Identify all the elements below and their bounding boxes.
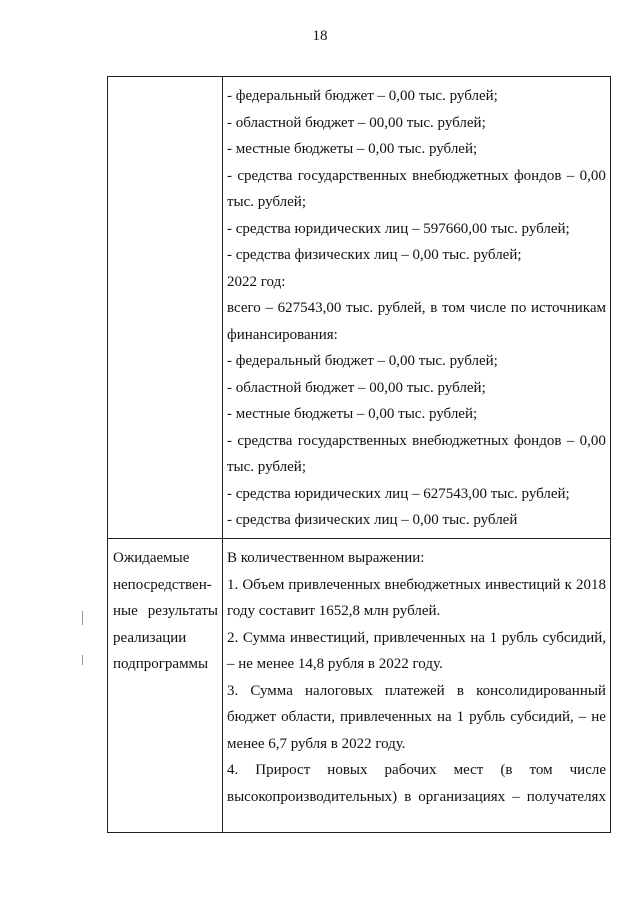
word: ные (113, 603, 138, 619)
result-item-line: году составит 1652,8 млн рублей. (227, 603, 441, 619)
word: субсидий, (510, 709, 574, 725)
results-intro: В количественном выражении: (227, 550, 425, 566)
word: платежей (384, 682, 445, 699)
funding-line: - средства юридических лиц – 627543,00 тыс. рублей; (227, 485, 570, 502)
word: на (470, 629, 485, 646)
label-cell-empty (108, 77, 223, 539)
word: в (430, 300, 438, 316)
word: к (564, 576, 572, 593)
word: – (578, 709, 587, 725)
word: Прирост (255, 762, 311, 778)
word: числе (569, 762, 606, 778)
word: тыс. (346, 300, 374, 316)
word: новых (327, 762, 368, 778)
result-item-line: менее 6,7 рубля в 2022 году. (227, 735, 406, 752)
funding-line: - местные бюджеты – 0,00 тыс. рублей; (227, 141, 478, 157)
word: – (265, 300, 273, 316)
word: высокопроизводительных) (227, 788, 398, 805)
word: привлеченных (288, 576, 381, 593)
word: источникам (531, 300, 606, 316)
results-label-cell (108, 539, 223, 833)
word: 1 (456, 709, 465, 725)
word: 4. (227, 762, 239, 778)
funding-line: - средства физических лиц – 0,00 тыс. рублей; (227, 247, 522, 263)
results-text-cell (223, 539, 611, 833)
word: по (510, 300, 527, 316)
results-label-line: Ожидаемые (113, 550, 190, 566)
word: 1 (489, 629, 498, 646)
funding-cell (223, 77, 611, 539)
result-item-line: – не менее 14,8 рубля в 2022 году. (227, 656, 443, 672)
year-heading-2022: 2022 год: (227, 273, 286, 290)
word: 0,00 (579, 432, 606, 449)
word: 0,00 (579, 167, 606, 184)
word: 3. (227, 682, 239, 699)
results-label-line: реализации (113, 629, 187, 646)
total-2022-line (227, 295, 606, 322)
word: инвестиций (485, 576, 561, 593)
word: инвестиций, (289, 629, 370, 646)
word: 627543,00 (277, 300, 342, 316)
word: организациях (418, 788, 506, 805)
word: получателях (526, 788, 606, 805)
word: бюджет (227, 709, 277, 725)
funding-line: тыс. рублей; (227, 194, 306, 210)
word: рубль (501, 629, 538, 646)
funding-line (227, 428, 606, 455)
result-item-line (227, 757, 606, 784)
total-2022-line: финансирования: (227, 326, 338, 343)
funding-line: тыс. рублей; (227, 459, 306, 475)
funding-line: - областной бюджет – 00,00 тыс. рублей; (227, 114, 486, 131)
word: 2. (227, 629, 239, 646)
results-label-line: подпрограммы (113, 656, 209, 672)
result-item-line (227, 784, 606, 811)
funding-line: - средства юридических лиц – 597660,00 тыс. рублей; (227, 220, 570, 237)
word: налоговых (304, 682, 373, 699)
result-item-line (227, 572, 606, 599)
word: 2018 (575, 576, 606, 593)
word: том (529, 762, 553, 778)
word: числе (469, 300, 507, 316)
word: в (456, 682, 464, 699)
result-item-line (227, 625, 606, 652)
word: субсидий, (542, 629, 606, 646)
word: Сумма (250, 682, 293, 699)
word: Объем (242, 576, 285, 593)
word: области, (281, 709, 335, 725)
margin-mark (82, 655, 83, 665)
table-row-results (108, 539, 611, 833)
result-item-line (227, 704, 606, 731)
word: (в (500, 762, 513, 778)
word: внебюджетных (412, 167, 509, 184)
margin-mark (82, 611, 83, 625)
word: рабочих (384, 762, 437, 778)
word: консолидированный (476, 682, 606, 699)
word: внебюджетных (384, 576, 481, 593)
funding-line: - федеральный бюджет – 0,00 тыс. рублей; (227, 88, 498, 104)
word: фондов (513, 432, 562, 449)
word: мест (453, 762, 484, 778)
word: привлеченных (339, 709, 432, 725)
funding-line: - местные бюджеты – 0,00 тыс. рублей; (227, 406, 478, 422)
word: рублей, (377, 300, 426, 316)
results-label-line: непосредствен- (113, 576, 212, 593)
word: внебюджетных (412, 432, 509, 449)
word: привлеченных (373, 629, 466, 646)
word: Сумма (242, 629, 286, 646)
word: - (227, 167, 232, 184)
funding-line: - областной бюджет – 00,00 тыс. рублей; (227, 379, 486, 396)
word: 1. (227, 576, 239, 593)
word: фондов (513, 167, 562, 184)
word: рубль (469, 709, 506, 725)
word: государственных (297, 167, 407, 184)
word: – (512, 788, 520, 805)
program-passport-table (107, 76, 611, 833)
word: всего (227, 300, 261, 316)
word: – (566, 167, 575, 184)
results-label-line (113, 598, 218, 625)
funding-line (227, 163, 606, 190)
word: не (591, 709, 606, 725)
funding-line: - федеральный бюджет – 0,00 тыс. рублей; (227, 353, 498, 369)
word: в (404, 788, 412, 805)
table-row-funding (108, 77, 611, 539)
word: средства (237, 167, 293, 184)
word: том (442, 300, 466, 316)
word: - (227, 432, 232, 449)
word: результаты (147, 603, 218, 619)
word: средства (237, 432, 293, 449)
page-number: 18 (312, 28, 328, 44)
word: – (566, 432, 575, 449)
result-item-line (227, 678, 606, 705)
word: на (436, 709, 452, 725)
word: государственных (297, 432, 407, 449)
funding-line: - средства физических лиц – 0,00 тыс. рублей (227, 512, 518, 528)
